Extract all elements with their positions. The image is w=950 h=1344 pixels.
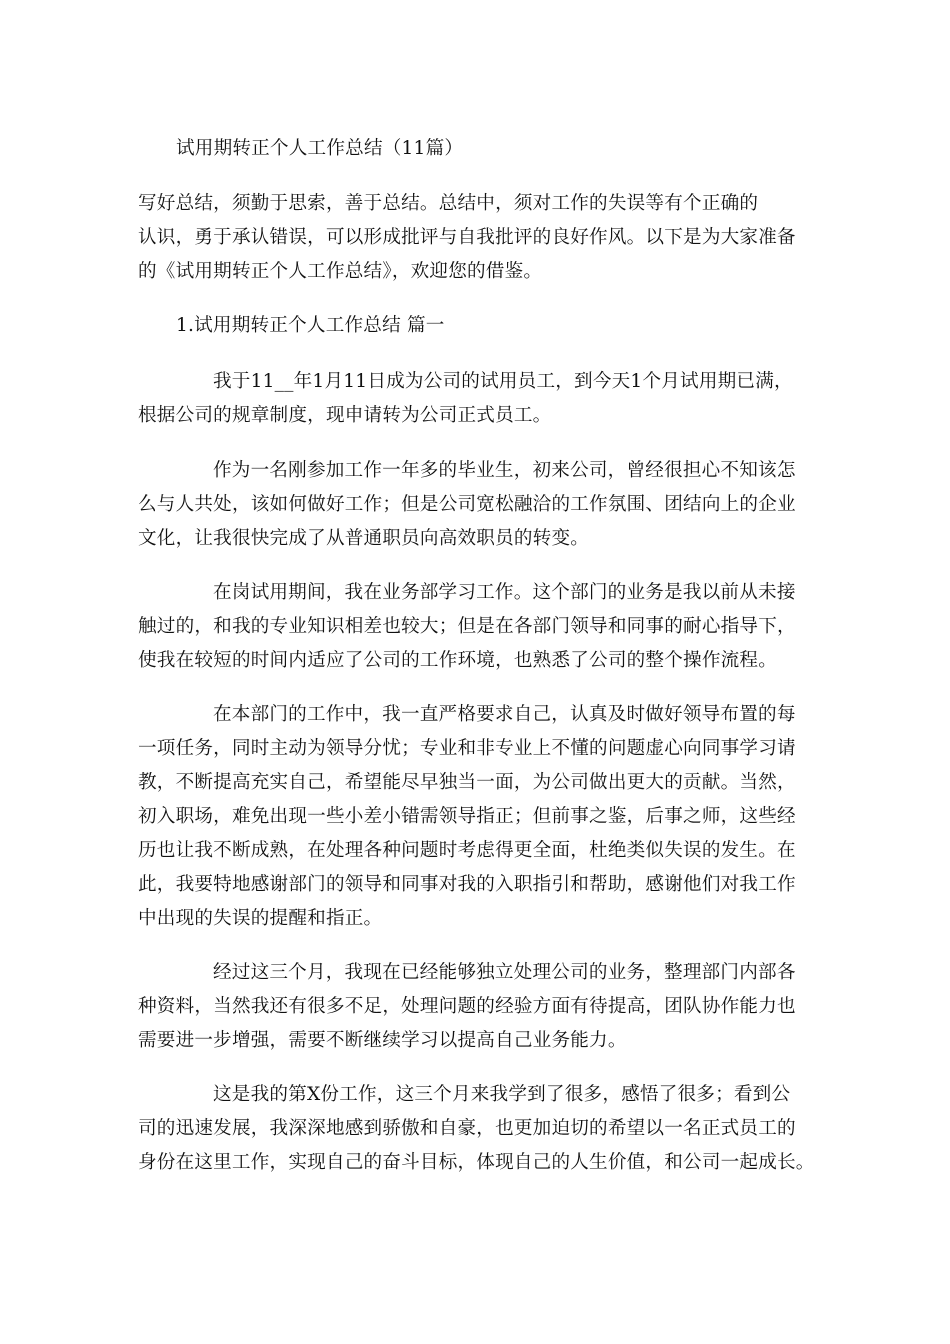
paragraph-line: 中出现的失误的提醒和指正。 (138, 908, 383, 929)
paragraph-line: 在岗试用期间，我在业务部学习工作。这个部门的业务是我以前从未接 (213, 582, 796, 603)
paragraph-line: 这是我的第X份工作，这三个月来我学到了很多，感悟了很多；看到公 (213, 1084, 791, 1105)
paragraph-line: 么与人共处，该如何做好工作；但是公司宽松融洽的工作氛围、团结向上的企业 (138, 494, 796, 515)
paragraph-line: 司的迅速发展，我深深地感到骄傲和自豪，也更加迫切的希望以一名正式员工的 (138, 1118, 796, 1139)
paragraph-line: 使我在较短的时间内适应了公司的工作环境，也熟悉了公司的整个操作流程。 (138, 650, 777, 671)
paragraph-line: 身份在这里工作，实现自己的奋斗目标，体现自己的人生价值，和公司一起成长。 (138, 1152, 815, 1173)
paragraph-line: 初入职场，难免出现一些小差小错需领导指正；但前事之鉴，后事之师，这些经 (138, 806, 796, 827)
paragraph-line: 触过的，和我的专业知识相差也较大；但是在各部门领导和同事的耐心指导下， (138, 616, 796, 637)
paragraph-line: 文化，让我很快完成了从普通职员向高效职员的转变。 (138, 528, 590, 549)
paragraph-line: 在本部门的工作中，我一直严格要求自己，认真及时做好领导布置的每 (213, 704, 796, 725)
document-title: 试用期转正个人工作总结（11篇） (176, 138, 464, 159)
intro-line: 写好总结，须勤于思索，善于总结。总结中，须对工作的失误等有个正确的 (138, 193, 759, 214)
paragraph-line: 种资料，当然我还有很多不足，处理问题的经验方面有待提高，团队协作能力也 (138, 996, 796, 1017)
paragraph-line: 经过这三个月，我现在已经能够独立处理公司的业务，整理部门内部各 (213, 962, 796, 983)
intro-line: 认识，勇于承认错误，可以形成批评与自我批评的良好作风。以下是为大家准备 (138, 227, 796, 248)
section-heading: 1.试用期转正个人工作总结 篇一 (176, 315, 445, 336)
paragraph-line: 一项任务，同时主动为领导分忧；专业和非专业上不懂的问题虚心向同事学习请 (138, 738, 796, 759)
paragraph-line: 历也让我不断成熟，在处理各种问题时考虑得更全面，杜绝类似失误的发生。在 (138, 840, 796, 861)
paragraph-line: 需要进一步增强，需要不断继续学习以提高自己业务能力。 (138, 1030, 627, 1051)
paragraph-line: 我于11__年1月11日成为公司的试用员工，到今天1个月试用期已满， (213, 371, 793, 392)
paragraph-line: 此，我要特地感谢部门的领导和同事对我的入职指引和帮助，感谢他们对我工作 (138, 874, 796, 895)
paragraph-line: 教，不断提高充实自己，希望能尽早独当一面，为公司做出更大的贡献。当然， (138, 772, 796, 793)
paragraph-line: 根据公司的规章制度，现申请转为公司正式员工。 (138, 405, 552, 426)
paragraph-line: 作为一名刚参加工作一年多的毕业生，初来公司，曾经很担心不知该怎 (213, 460, 796, 481)
intro-line: 的《试用期转正个人工作总结》，欢迎您的借鉴。 (138, 261, 543, 282)
